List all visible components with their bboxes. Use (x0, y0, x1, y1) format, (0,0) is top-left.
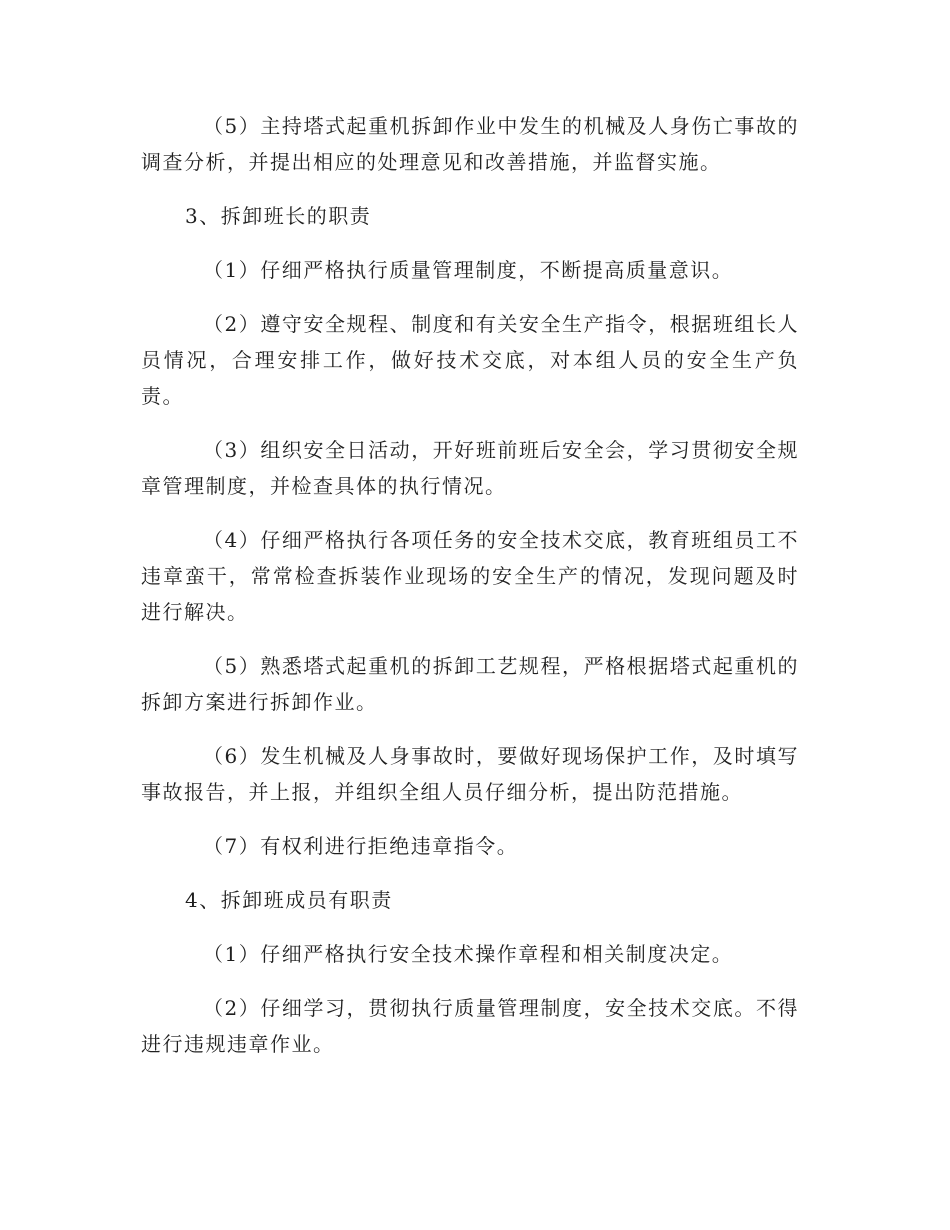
paragraph-member-duty-2: （2）仔细学习，贯彻执行质量管理制度，安全技术交底。不得进行违规违章作业。 (141, 996, 799, 1056)
section-heading-member-duties: 4、拆卸班成员有职责 (185, 888, 393, 912)
paragraph-leader-duty-2: （2）遵守安全规程、制度和有关安全生产指令，根据班组长人员情况，合理安排工作，做好技术交底，对本组人员的安全生产负责。 (141, 312, 799, 408)
paragraph-leader-duty-5: （5）熟悉塔式起重机的拆卸工艺规程，严格根据塔式起重机的拆卸方案进行拆卸作业。 (141, 654, 799, 714)
document-body (141, 108, 799, 1080)
section-heading-team-leader-duties: 3、拆卸班长的职责 (185, 204, 372, 228)
paragraph-leader-duty-1: （1）仔细严格执行质量管理制度，不断提高质量意识。 (203, 258, 734, 282)
paragraph-leader-duty-7: （7）有权利进行拒绝违章指令。 (203, 834, 519, 858)
paragraph-crane-accident-investigation: （5）主持塔式起重机拆卸作业中发生的机械及人身伤亡事故的调查分析，并提出相应的处理意见和改善措施，并监督实施。 (141, 114, 799, 174)
paragraph-leader-duty-3: （3）组织安全日活动，开好班前班后安全会，学习贯彻安全规章管理制度，并检查具体的执行情况。 (141, 438, 799, 498)
paragraph-member-duty-1: （1）仔细严格执行安全技术操作章程和相关制度决定。 (203, 942, 734, 966)
paragraph-leader-duty-6: （6）发生机械及人身事故时，要做好现场保护工作，及时填写事故报告，并上报，并组织全组人员仔细分析，提出防范措施。 (141, 744, 799, 804)
paragraph-leader-duty-4: （4）仔细严格执行各项任务的安全技术交底，教育班组员工不违章蛮干，常常检查拆装作业现场的安全生产的情况，发现问题及时进行解决。 (141, 528, 799, 624)
